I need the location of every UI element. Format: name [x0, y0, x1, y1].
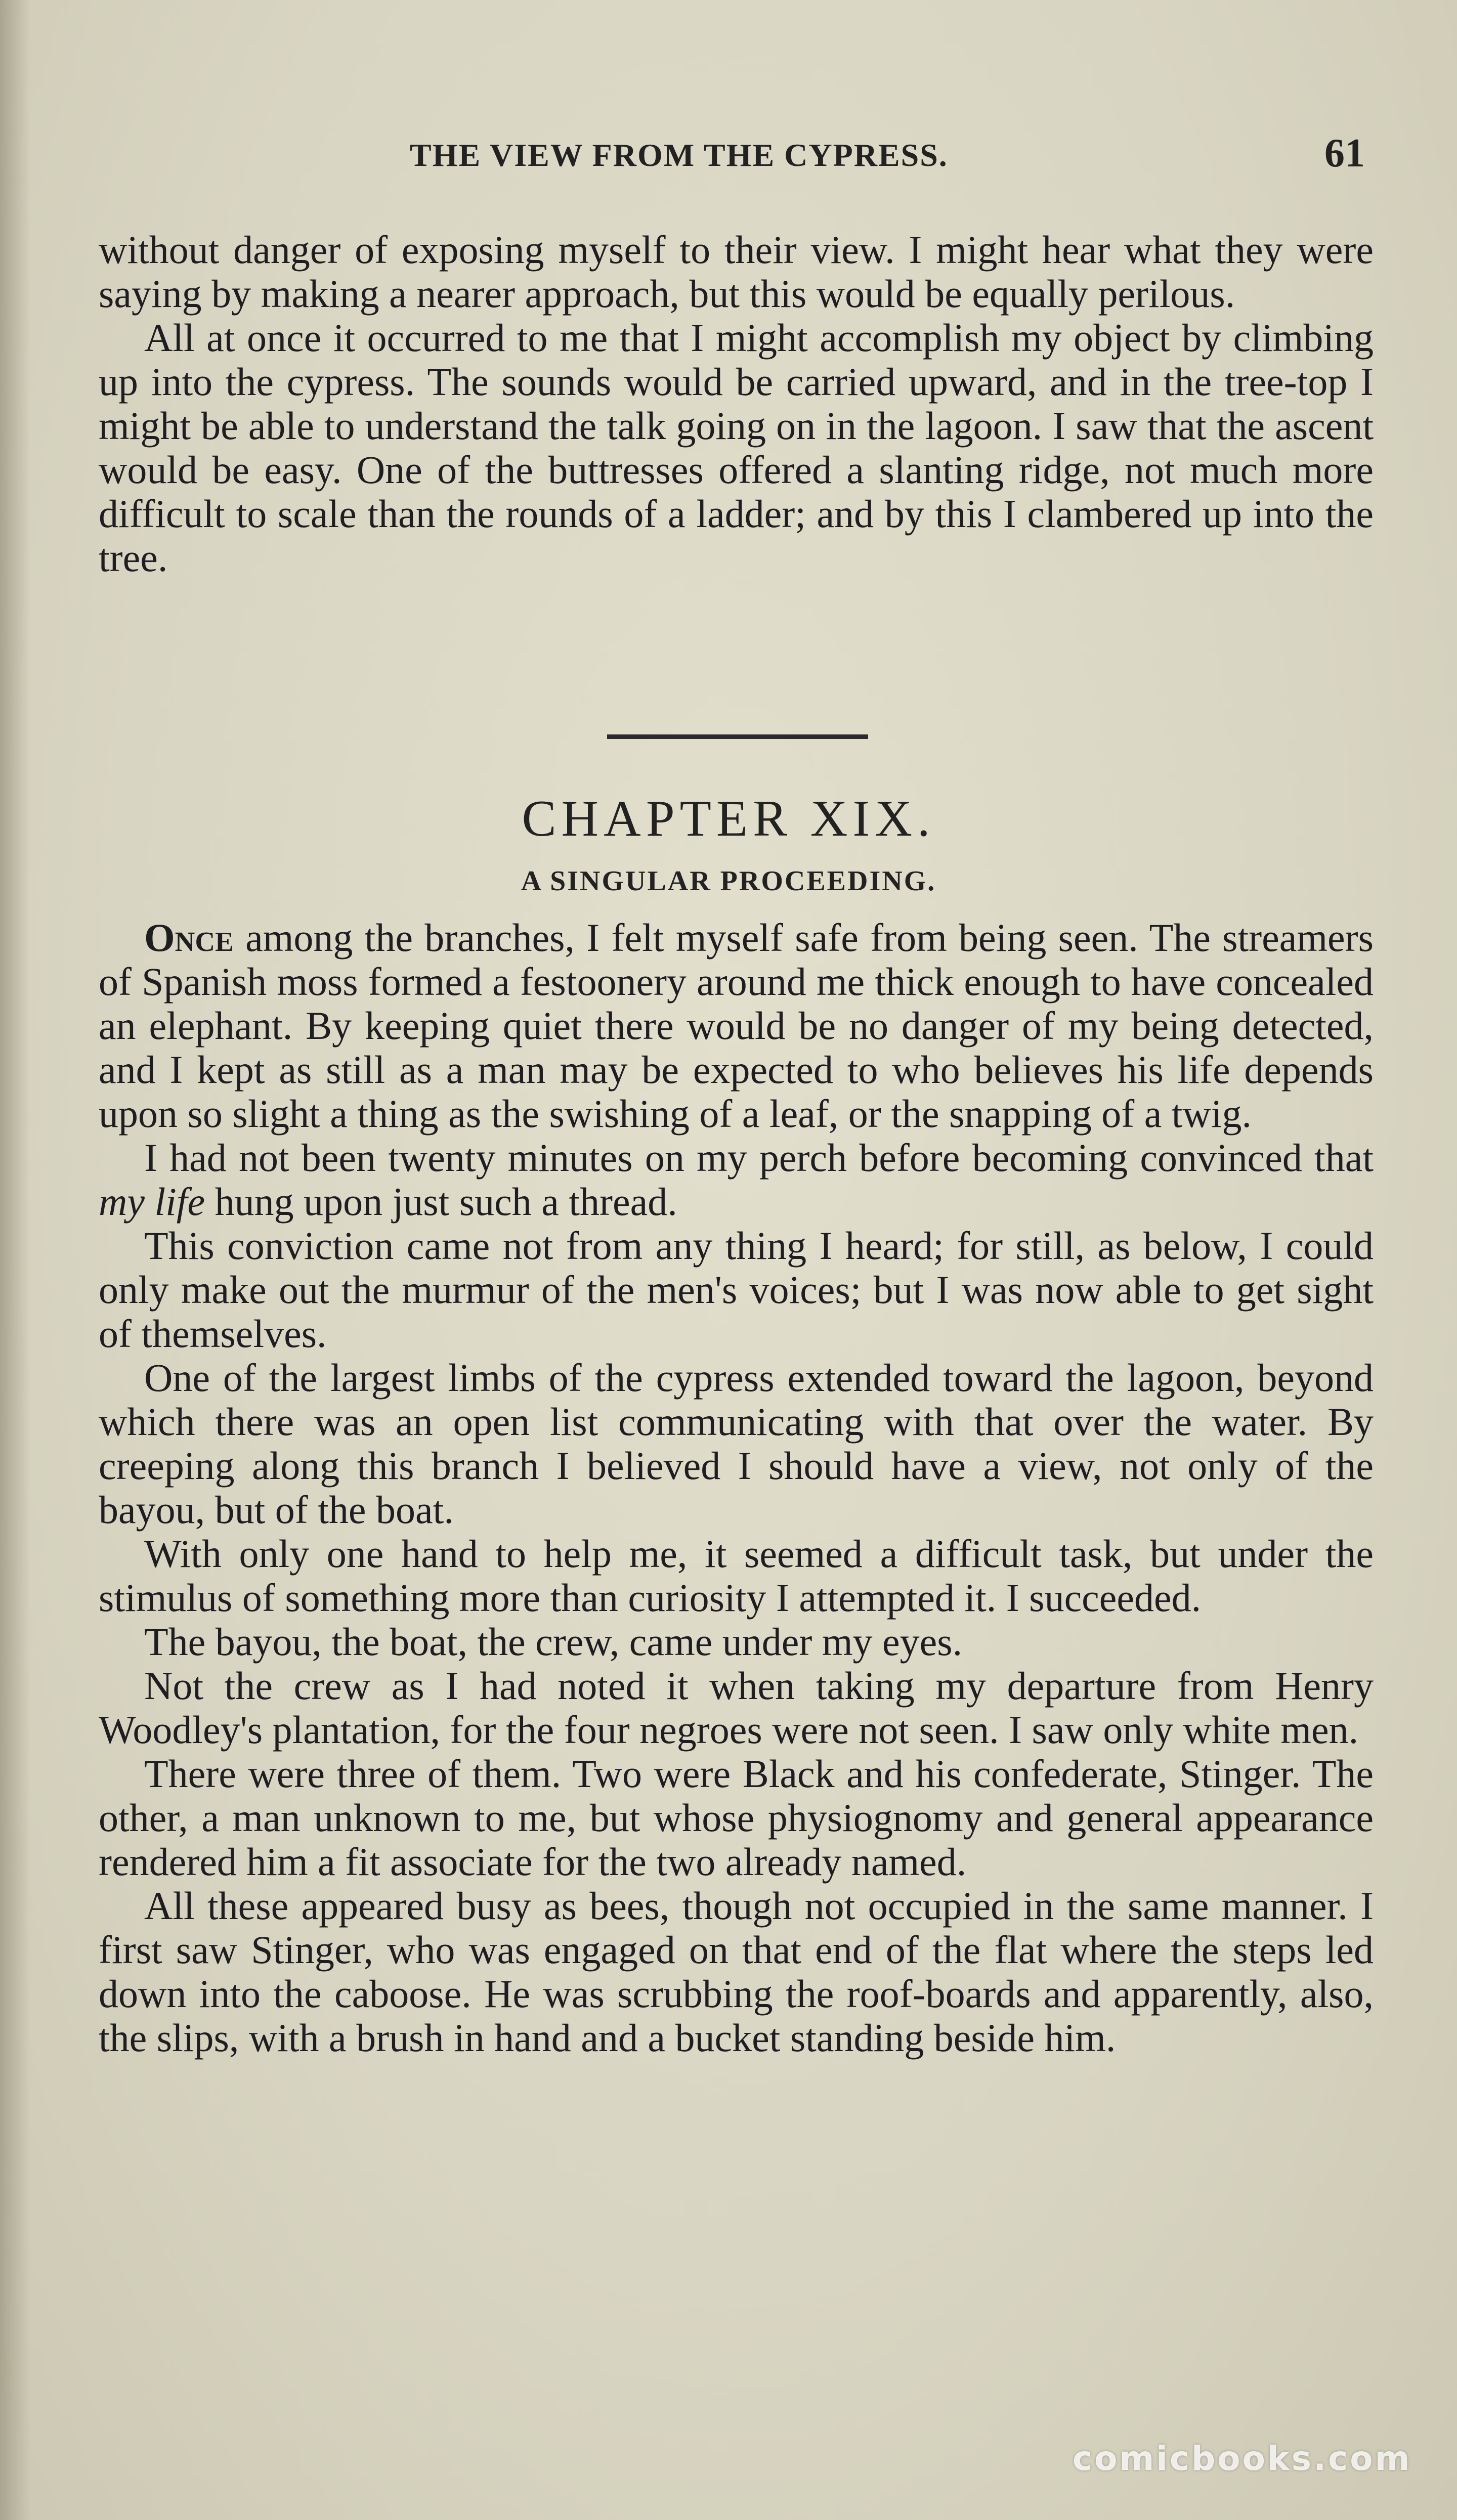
- opening-paragraph-text: among the branches, I felt myself safe from being seen. The streamers of Spanish moss formed a festoonery around me thick enough to have concealed an elephant. By keeping quiet there would be no danger of my being detected, and I kept as still as a man may be expected to who believes his life depends upon so slight a thing as the swishing of a leaf, or the snapping of a twig.: [99, 916, 1374, 1136]
- chapter-subtitle: A SINGULAR PROCEEDING.: [521, 865, 936, 897]
- watermark: comicbooks.com: [1073, 2439, 1412, 2478]
- running-title: THE VIEW FROM THE CYPRESS.: [410, 137, 948, 173]
- emphasis-text: my life: [99, 1180, 205, 1224]
- paragraph: [99, 1136, 1374, 1224]
- paragraph-text: hung upon just such a thread.: [205, 1180, 677, 1224]
- paragraph: All at once it occurred to me that I might accomplish my object by climbing up into the cypress. The sounds would be carried upward, and in the tree-top I might be able to understand the talk going on in the lagoon. I saw that the ascent would be easy. One of the buttresses offered a slanting ridge, not much more difficult to scale than the rounds of a ladder; and by this I clambered up into the tree.: [99, 316, 1374, 580]
- chapter-heading: CHAPTER XIX.: [522, 790, 935, 847]
- chapter-text: [99, 916, 1374, 2060]
- page-number: 61: [1324, 131, 1365, 176]
- paragraph: One of the largest limbs of the cypress extended toward the lagoon, beyond which there was an open list communicating with that over the water. By creeping along this branch I believed I should have a view, not only of the bayou, but of the boat.: [99, 1356, 1374, 1532]
- paragraph: The bayou, the boat, the crew, came under my eyes.: [144, 1620, 963, 1664]
- paragraph: With only one hand to help me, it seemed a difficult task, but under the stimulus of something more than curiosity I attempted it. I succeeded.: [99, 1532, 1374, 1620]
- paragraph: There were three of them. Two were Black and his confederate, Stinger. The other, a man unknown to me, but whose physiognomy and general appearance rendered him a fit associate for the two already named.: [99, 1752, 1374, 1884]
- page-edge-shadow: [0, 0, 30, 2520]
- paragraph: This conviction came not from any thing I heard; for still, as below, I could only make out the murmur of the men's voices; but I was now able to get sight of themselves.: [99, 1224, 1374, 1356]
- section-divider: [607, 734, 868, 739]
- opening-word: Once: [144, 916, 234, 960]
- paragraph-text: I had not been twenty minutes on my perch before becoming convinced that: [144, 1136, 1374, 1180]
- paragraph: Not the crew as I had noted it when taking my departure from Henry Woodley's plantation, for the four negroes were not seen. I saw only white men.: [99, 1664, 1374, 1752]
- paragraph: All these appeared busy as bees, though not occupied in the same manner. I first saw Stinger, who was engaged on that end of the flat where the steps led down into the caboose. He was scrubbing the roof-boards and apparently, also, the slips, with a brush in hand and a bucket standing beside him.: [99, 1884, 1374, 2060]
- running-head: [0, 126, 1457, 187]
- previous-chapter-text: [99, 228, 1374, 580]
- opening-paragraph: [99, 916, 1374, 1136]
- paragraph: without danger of exposing myself to their view. I might hear what they were saying by making a nearer approach, but this would be equally perilous.: [99, 228, 1374, 316]
